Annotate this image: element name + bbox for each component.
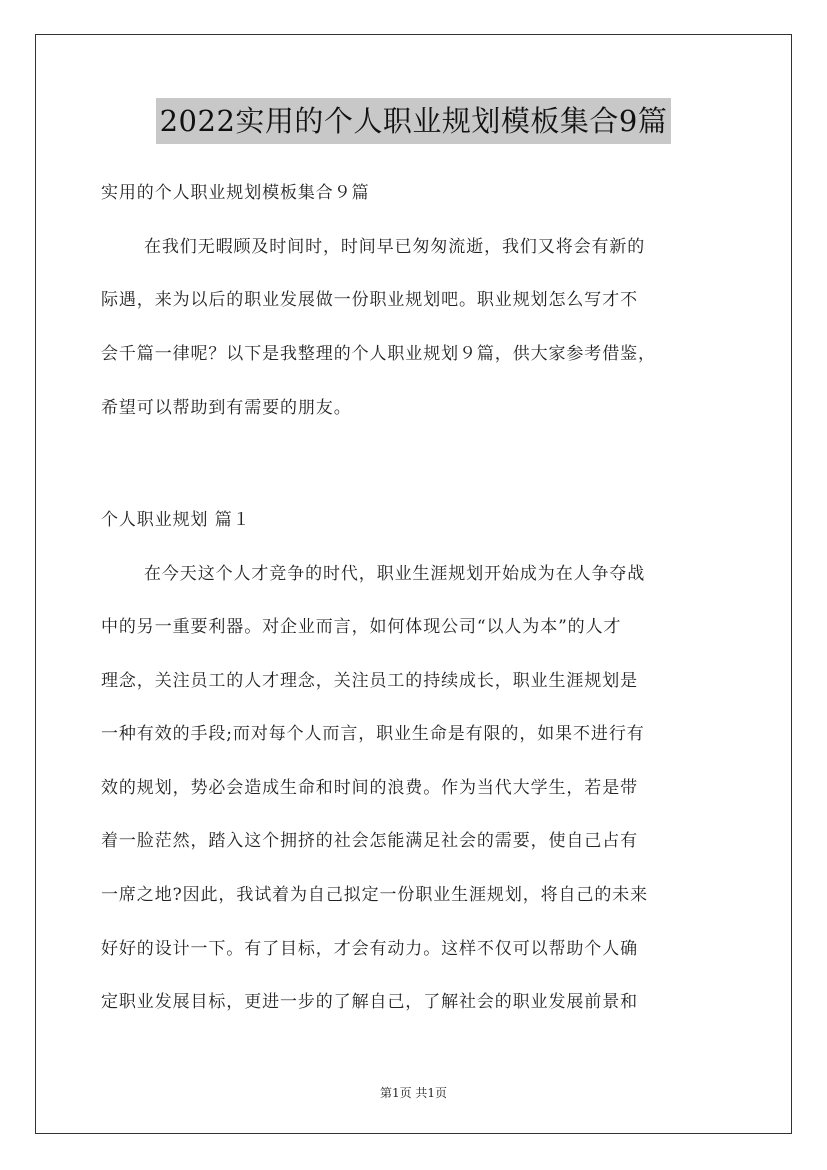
body-line: 中的另一重要利器。对企业而言，如何体现公司“以人为本”的人才: [101, 617, 622, 637]
body-line: 好好的设计一下。有了目标，才会有动力。这样不仅可以帮助个人确: [101, 939, 638, 959]
intro-line: 会千篇一律呢？以下是我整理的个人职业规划９篇，供大家参考借鉴，: [101, 344, 656, 364]
body-line: 理念，关注员工的人才理念，关注员工的持续成长，职业生涯规划是: [101, 671, 638, 691]
body-line: 定职业发展目标，更进一步的了解自己，了解社会的职业发展前景和: [101, 992, 638, 1012]
body-line: 着一脸茫然，踏入这个拥挤的社会怎能满足社会的需要，使自己占有: [101, 831, 638, 851]
document-title: [0, 98, 827, 144]
document-subtitle: 实用的个人职业规划模板集合９篇: [101, 183, 370, 203]
intro-line: 希望可以帮助到有需要的朋友。: [101, 398, 352, 418]
section-heading: 个人职业规划 篇１: [101, 510, 251, 530]
page-footer: 第1页 共1页: [379, 1086, 448, 1100]
intro-line: 在我们无暇顾及时间时，时间早已匆匆流逝，我们又将会有新的: [144, 237, 646, 257]
body-line: 一种有效的手段;而对每个人而言，职业生命是有限的，如果不进行有: [101, 724, 645, 744]
document-title-text: 2022实用的个人职业规划模板集合9篇: [156, 98, 672, 144]
body-line: 一席之地?因此，我试着为自己拟定一份职业生涯规划，将自己的未来: [101, 885, 649, 905]
body-line: 在今天这个人才竞争的时代，职业生涯规划开始成为在人争夺战: [144, 564, 646, 584]
intro-line: 际遇，来为以后的职业发展做一份职业规划吧。职业规划怎么写才不: [101, 290, 638, 310]
body-line: 效的规划，势必会造成生命和时间的浪费。作为当代大学生，若是带: [101, 778, 638, 798]
